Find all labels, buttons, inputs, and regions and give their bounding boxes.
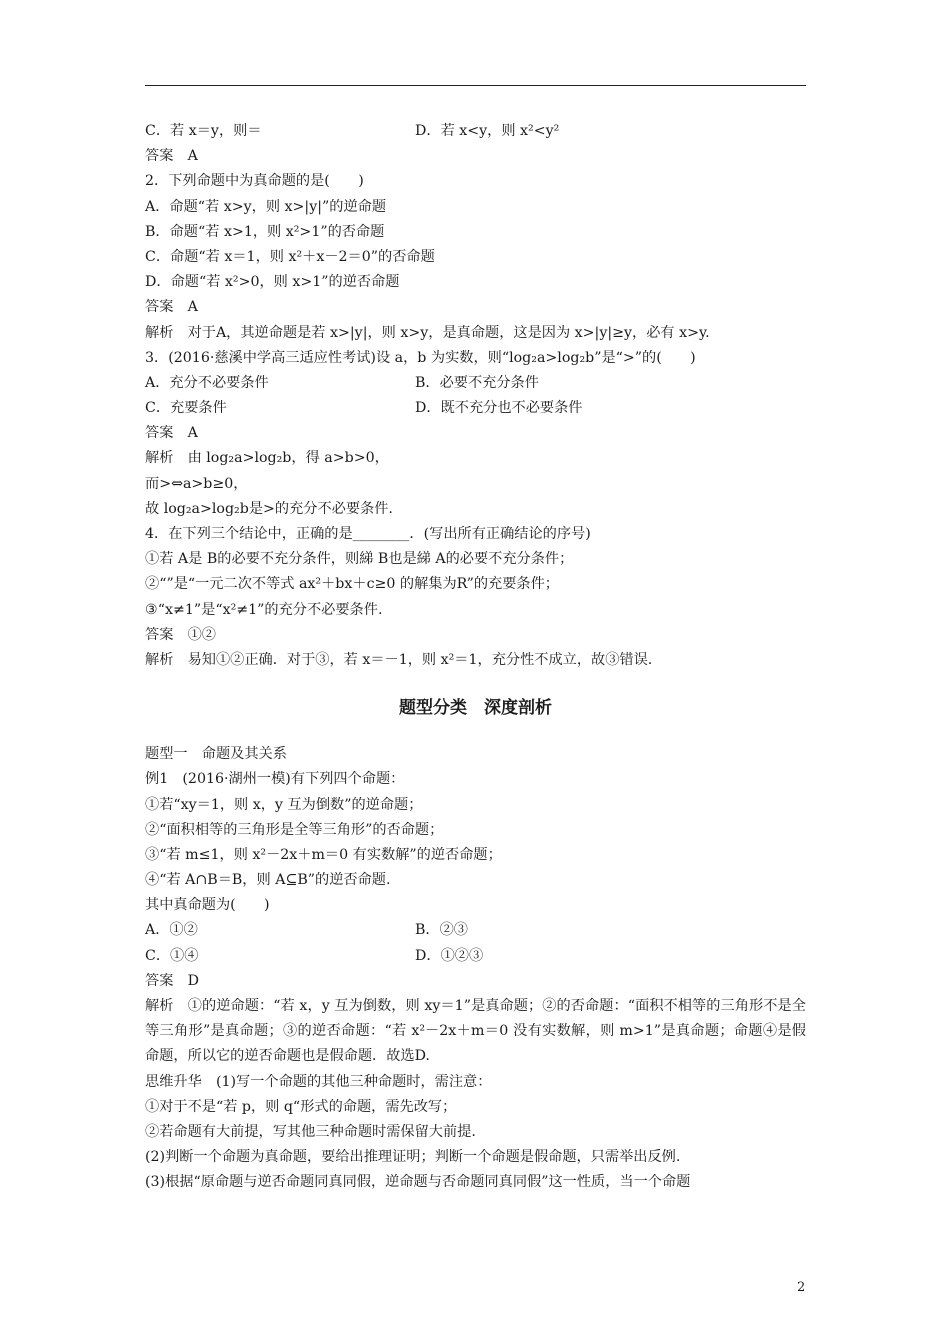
option-left: C．若 x＝y，则＝ [145, 123, 262, 139]
text-line: ②若命题有大前提，写其他三种命题时需保留大前提. [145, 1123, 476, 1140]
option-row [145, 396, 806, 421]
option-row [145, 371, 806, 396]
paragraph: 解析 ①的逆命题：“若 x，y 互为倒数，则 xy＝1”是真命题；②的否命题：“面积不相等的三角形不是全等三角形”是真命题；③的逆否命题：“若 x²－2x＋m＝0 没有实数解，则 m>1”是真命题；命题④是假命题，所以它的逆否命题也是假命题．故选D. [145, 998, 806, 1065]
text-line: 3．(2016·慈溪中学高三适应性考试)设 a，b 为实数，则“log₂a>log₂b”是“>”的( ) [145, 349, 696, 366]
text-line: 答案 A [145, 425, 198, 442]
text-line: 解析 对于A，其逆命题是若 x>|y|，则 x>y，是真命题，这是因为 x>|y|≥y，必有 x>y. [145, 324, 710, 341]
page-number: 2 [797, 1280, 806, 1295]
text-line: (2)判断一个命题为真命题，要给出推理证明；判断一个命题是假命题，只需举出反例. [145, 1149, 681, 1166]
option-left: C．①④ [145, 947, 199, 964]
text-line: 答案 A [145, 148, 198, 165]
option-left: A．①② [145, 922, 198, 939]
text-line: 思维升华 (1)写一个命题的其他三种命题时，需注意： [145, 1073, 492, 1090]
text-line: 而>⇔a>b≥0， [145, 475, 248, 492]
option-right: D．若 x<y，则 x²<y² [415, 123, 560, 139]
text-line: 解析 易知①②正确．对于③，若 x＝－1，则 x²＝1，充分性不成立，故③错误. [145, 651, 653, 668]
text-line: ④“若 A∩B＝B，则 A⊆B”的逆否命题. [145, 872, 391, 889]
text-line: ③“若 m≤1，则 x²－2x＋m＝0 有实数解”的逆否命题； [145, 846, 502, 863]
header-rule [145, 85, 806, 86]
text-line: 答案 ①② [145, 626, 216, 643]
page-content [145, 119, 806, 1196]
text-line: 2．下列命题中为真命题的是( ) [145, 173, 364, 190]
text-line: ①对于不是“若 p，则 q“形式的命题，需先改写； [145, 1098, 457, 1115]
text-line: ③“x≠1”是“x²≠1”的充分不必要条件. [145, 601, 383, 618]
section-heading: 题型分类 深度剖析 [399, 698, 552, 719]
option-left: A．充分不必要条件 [145, 374, 269, 391]
text-line: 4．在下列三个结论中，正确的是________．(写出所有正确结论的序号) [145, 526, 591, 542]
option-right: B．②③ [415, 922, 468, 939]
text-line: ②“”是“一元二次不等式 ax²＋bx＋c≥0 的解集为R”的充要条件； [145, 576, 559, 593]
text-line: 例1 (2016·湖州一模)有下列四个命题： [145, 771, 405, 788]
exercise-block [145, 119, 806, 673]
text-line: 题型一 命题及其关系 [145, 746, 287, 763]
option-row [145, 944, 806, 969]
option-right: B．必要不充分条件 [415, 374, 539, 391]
text-line: 其中真命题为( ) [145, 897, 270, 914]
option-right: D．既不充分也不必要条件 [415, 400, 583, 417]
text-line: 故 log₂a>log₂b是>的充分不必要条件. [145, 500, 393, 517]
option-row [145, 918, 806, 943]
text-line: 答案 A [145, 299, 198, 316]
text-line: ②“面积相等的三角形是全等三角形”的否命题； [145, 821, 444, 838]
option-right: D．①②③ [415, 947, 484, 964]
text-line: (3)根据“原命题与逆否命题同真同假，逆命题与否命题同真同假”这一性质，当一个命题 [145, 1174, 691, 1191]
text-line: 答案 D [145, 972, 199, 989]
text-line: 解析 由 log₂a>log₂b，得 a>b>0， [145, 450, 389, 467]
text-line: C．命题“若 x＝1，则 x²＋x－2＝0”的否命题 [145, 248, 435, 265]
text-line: B．命题“若 x>1，则 x²>1”的否命题 [145, 223, 385, 240]
text-line: ①若 A是 B的必要不充分条件，则綈 B也是綈 A的必要不充分条件； [145, 551, 574, 568]
text-line: A．命题“若 x>y，则 x>|y|”的逆命题 [145, 198, 387, 215]
text-line: D．命题“若 x²>0，则 x>1”的逆否命题 [145, 274, 400, 291]
text-line: ①若“xy＝1，则 x，y 互为倒数”的逆命题； [145, 796, 423, 813]
option-row [145, 119, 806, 144]
example-block [145, 742, 806, 1195]
option-left: C．充要条件 [145, 400, 227, 417]
